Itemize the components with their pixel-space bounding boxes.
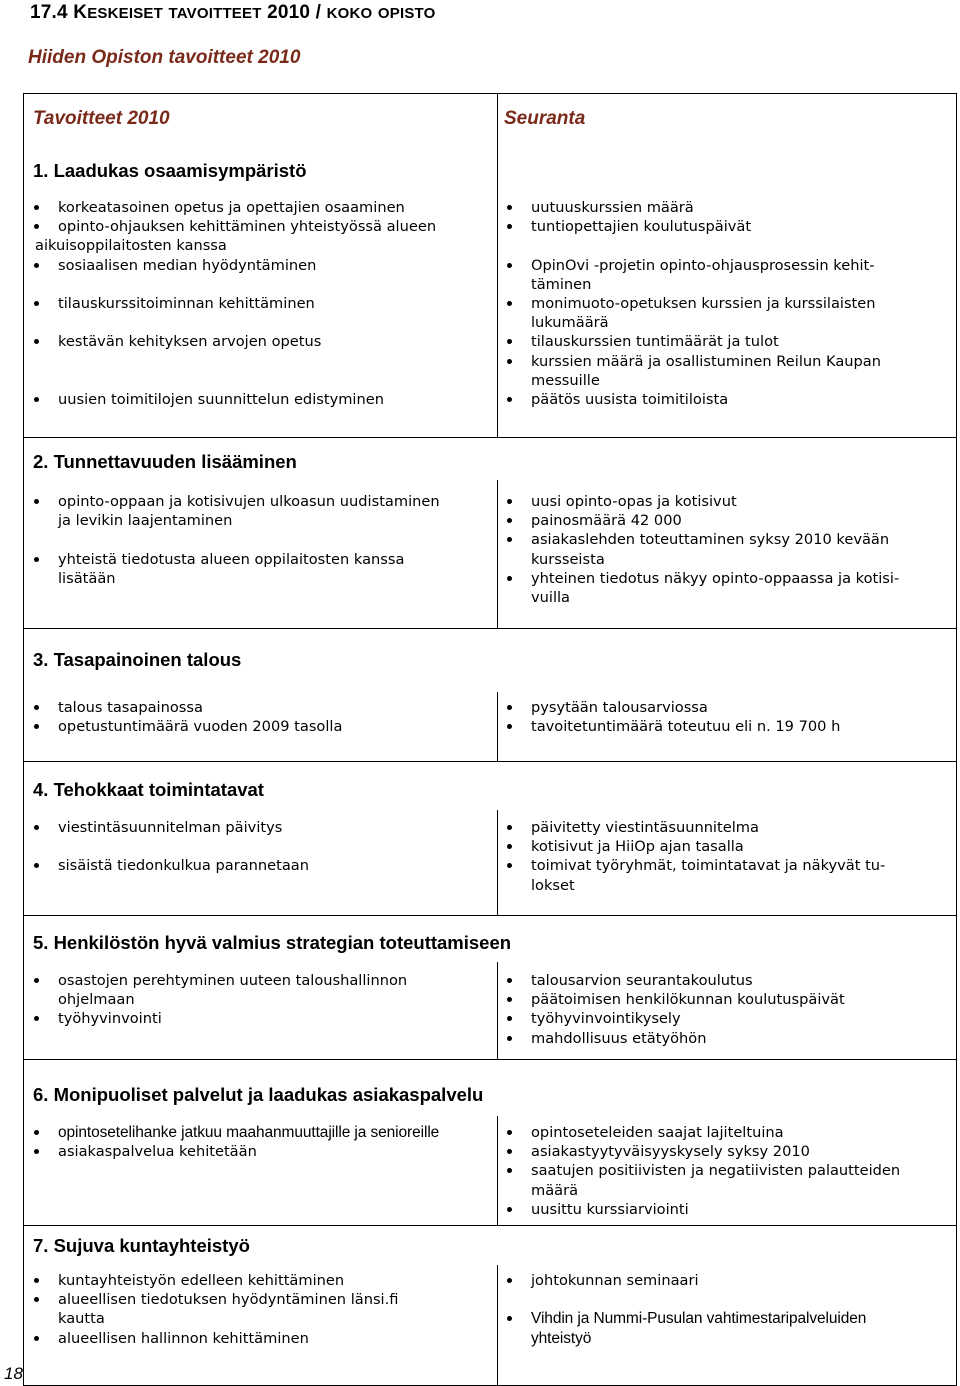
list-item: OpinOvi -projetin opinto-ohjausprosessin kehit-	[501, 256, 951, 275]
list-item: uutuuskurssien määrä	[501, 198, 951, 217]
list-item-continued: vuilla	[531, 589, 570, 607]
section-4-title: 4. Tehokkaat toimintatavat	[33, 779, 264, 800]
heading-word1: ESKEISET	[87, 5, 163, 22]
bullet-icon	[34, 1278, 39, 1283]
list-item: johtokunnan seminaari	[501, 1271, 951, 1290]
list-item: asiakastyytyväisyyskysely syksy 2010	[501, 1142, 951, 1161]
heading-word3: KOKO	[326, 5, 373, 22]
bullet-icon	[507, 339, 512, 344]
list-item-continued: kursseista	[531, 550, 605, 568]
list-item-continued: ja levikin laajentaminen	[58, 512, 233, 530]
section-2-followup	[501, 492, 951, 607]
list-item: talous tasapainossa	[28, 698, 493, 717]
bullet-icon	[34, 499, 39, 504]
heading-slash: /	[315, 2, 322, 23]
list-item: yhteinen tiedotus näkyy opinto-oppaassa ja kotisi-	[501, 569, 951, 588]
bullet-icon	[507, 576, 512, 581]
bullet-icon	[34, 339, 39, 344]
bullet-icon	[34, 397, 39, 402]
list-item: talousarvion seurantakoulutus	[501, 971, 951, 990]
section-3-divider	[497, 692, 498, 762]
bullet-icon	[507, 825, 512, 830]
list-item: opinto-oppaan ja kotisivujen ulkoasun uudistaminen	[28, 492, 493, 511]
section-2-divider	[497, 480, 498, 629]
bullet-icon	[34, 978, 39, 983]
section-5-goals	[28, 971, 493, 1029]
bullet-icon	[34, 825, 39, 830]
list-item: kurssien määrä ja osallistuminen Reilun Kaupan	[501, 352, 951, 371]
list-item: työhyvinvointi	[28, 1009, 493, 1028]
bullet-icon	[507, 1016, 512, 1021]
section-7-goals	[28, 1271, 493, 1348]
list-item-continued: lokset	[531, 876, 575, 894]
list-item-continued: kautta	[58, 1310, 105, 1328]
list-item: korkeatasoinen opetus ja opettajien osaaminen	[28, 198, 493, 217]
list-item: tilauskurssitoiminnan kehittäminen	[28, 294, 493, 313]
bullet-icon	[507, 978, 512, 983]
bullet-icon	[34, 1130, 39, 1135]
page-number: 18	[4, 1364, 23, 1383]
list-item: asiakaspalvelua kehitetään	[28, 1142, 495, 1161]
list-item: osastojen perehtyminen uuteen taloushallinnon	[28, 971, 493, 990]
list-item: opintoseteleiden saajat lajiteltuina	[501, 1123, 951, 1142]
list-item-continued: lisätään	[58, 569, 116, 587]
bullet-icon	[507, 1316, 512, 1321]
bullet-icon	[507, 224, 512, 229]
section-2-title: 2. Tunnettavuuden lisääminen	[33, 451, 297, 472]
bullet-icon	[34, 263, 39, 268]
list-item: tilauskurssien tuntimäärät ja tulot	[501, 332, 951, 351]
list-item: tuntiopettajien koulutuspäivät	[501, 217, 951, 236]
bullet-icon	[507, 205, 512, 210]
page-heading	[30, 2, 436, 24]
bullet-icon	[34, 1149, 39, 1154]
list-item: uusien toimitilojen suunnittelun edistyminen	[28, 390, 493, 409]
section-1-divider	[497, 93, 498, 438]
section-5-title: 5. Henkilöstön hyvä valmius strategian toteuttamiseen	[33, 932, 512, 953]
bullet-icon	[507, 359, 512, 364]
list-item: uusi opinto-opas ja kotisivut	[501, 492, 951, 511]
list-item: päätös uusista toimitiloista	[501, 390, 951, 409]
section-4-followup	[501, 818, 951, 895]
bullet-icon	[507, 1278, 512, 1283]
list-item: alueellisen tiedotuksen hyödyntäminen länsi.fi	[28, 1290, 493, 1309]
column-header-followup: Seuranta	[504, 108, 586, 129]
bullet-icon	[34, 1016, 39, 1021]
column-header-goals: Tavoitteet 2010	[33, 108, 170, 129]
list-item: päivitetty viestintäsuunnitelma	[501, 818, 951, 837]
list-item: uusittu kurssiarviointi	[501, 1200, 951, 1219]
bullet-icon	[507, 301, 512, 306]
list-item: toimivat työryhmät, toimintatavat ja näkyvät tu-	[501, 856, 951, 875]
list-item: opetustuntimäärä vuoden 2009 tasolla	[28, 717, 493, 736]
section-6-divider	[497, 1116, 498, 1226]
bullet-icon	[34, 705, 39, 710]
section-4-goals	[28, 818, 493, 876]
list-item: painosmäärä 42 000	[501, 511, 951, 530]
section-6-followup	[501, 1123, 951, 1219]
section-6-title: 6. Monipuoliset palvelut ja laadukas asiakaspalvelu	[33, 1084, 484, 1105]
section-1-goals	[28, 198, 493, 409]
bullet-icon	[507, 263, 512, 268]
section-7-followup	[501, 1271, 951, 1348]
list-item-continued: ohjelmaan	[58, 991, 135, 1009]
section-5-followup	[501, 971, 951, 1048]
bullet-icon	[507, 863, 512, 868]
heading-word4: OPISTO	[377, 5, 436, 22]
list-item: pysytään talousarviossa	[501, 698, 951, 717]
bullet-icon	[507, 844, 512, 849]
section-7-divider	[497, 1265, 498, 1386]
section-7-title: 7. Sujuva kuntayhteistyö	[33, 1235, 250, 1256]
list-item: tavoitetuntimäärä toteutuu eli n. 19 700 h	[501, 717, 951, 736]
section-3-title: 3. Tasapainoinen talous	[33, 649, 242, 670]
bullet-icon	[34, 205, 39, 210]
section-1-followup	[501, 198, 951, 409]
section-5-divider	[497, 962, 498, 1060]
list-item: opinto-ohjauksen kehittäminen yhteistyössä alueen	[28, 217, 493, 236]
bullet-icon	[507, 397, 512, 402]
bullet-icon	[507, 997, 512, 1002]
list-item: alueellisen hallinnon kehittäminen	[28, 1329, 493, 1348]
bullet-icon	[507, 1168, 512, 1173]
bullet-icon	[507, 705, 512, 710]
list-item: kuntayhteistyön edelleen kehittäminen	[28, 1271, 493, 1290]
subtitle: Hiiden Opiston tavoitteet 2010	[28, 47, 301, 68]
section-3-followup	[501, 698, 951, 736]
bullet-icon	[507, 1149, 512, 1154]
section-4-divider	[497, 810, 498, 916]
bullet-icon	[34, 863, 39, 868]
bullet-icon	[507, 499, 512, 504]
bullet-icon	[507, 1130, 512, 1135]
list-item: Vihdin ja Nummi-Pusulan vahtimestaripalveluiden	[501, 1309, 951, 1328]
list-item: yhteistä tiedotusta alueen oppilaitosten kanssa	[28, 550, 493, 569]
list-item: viestintäsuunnitelman päivitys	[28, 818, 493, 837]
bullet-icon	[34, 224, 39, 229]
list-item-continued: yhteistyö	[531, 1329, 592, 1347]
list-item: sisäistä tiedonkulkua parannetaan	[28, 856, 493, 875]
section-1-title: 1. Laadukas osaamisympäristö	[33, 160, 307, 181]
heading-year: 2010	[267, 2, 311, 23]
bullet-icon	[507, 1036, 512, 1041]
heading-k: K	[73, 2, 88, 23]
list-item: opintosetelihanke jatkuu maahanmuuttajille ja senioreille	[28, 1123, 495, 1142]
section-3-goals	[28, 698, 493, 736]
bullet-icon	[34, 724, 39, 729]
list-item: työhyvinvointikysely	[501, 1009, 951, 1028]
list-item-continued: lukumäärä	[531, 314, 609, 332]
bullet-icon	[34, 301, 39, 306]
list-item-continued: messuille	[531, 371, 600, 389]
list-item: monimuoto-opetuksen kurssien ja kurssilaisten	[501, 294, 951, 313]
bullet-icon	[507, 724, 512, 729]
section-6-goals	[28, 1123, 495, 1161]
list-item: saatujen positiivisten ja negatiivisten palautteiden	[501, 1161, 951, 1180]
bullet-icon	[34, 1336, 39, 1341]
bullet-icon	[507, 537, 512, 542]
list-item: kestävän kehityksen arvojen opetus	[28, 332, 493, 351]
list-item: kotisivut ja HiiOp ajan tasalla	[501, 837, 951, 856]
list-item: sosiaalisen median hyödyntäminen	[28, 256, 493, 275]
section-2-goals	[28, 492, 493, 588]
bullet-icon	[34, 1297, 39, 1302]
heading-word2: TAVOITTEET	[168, 5, 262, 22]
list-item-continued: täminen	[531, 275, 592, 293]
list-item: asiakaslehden toteuttaminen syksy 2010 kevään	[501, 530, 951, 549]
list-item: päätoimisen henkilökunnan koulutuspäivät	[501, 990, 951, 1009]
bullet-icon	[507, 1207, 512, 1212]
list-item: mahdollisuus etätyöhön	[501, 1029, 951, 1048]
bullet-icon	[34, 557, 39, 562]
heading-number: 17.4	[30, 2, 68, 23]
bullet-icon	[507, 518, 512, 523]
list-item-continued: aikuisoppilaitosten kanssa	[35, 237, 227, 255]
list-item-continued: määrä	[531, 1181, 579, 1199]
